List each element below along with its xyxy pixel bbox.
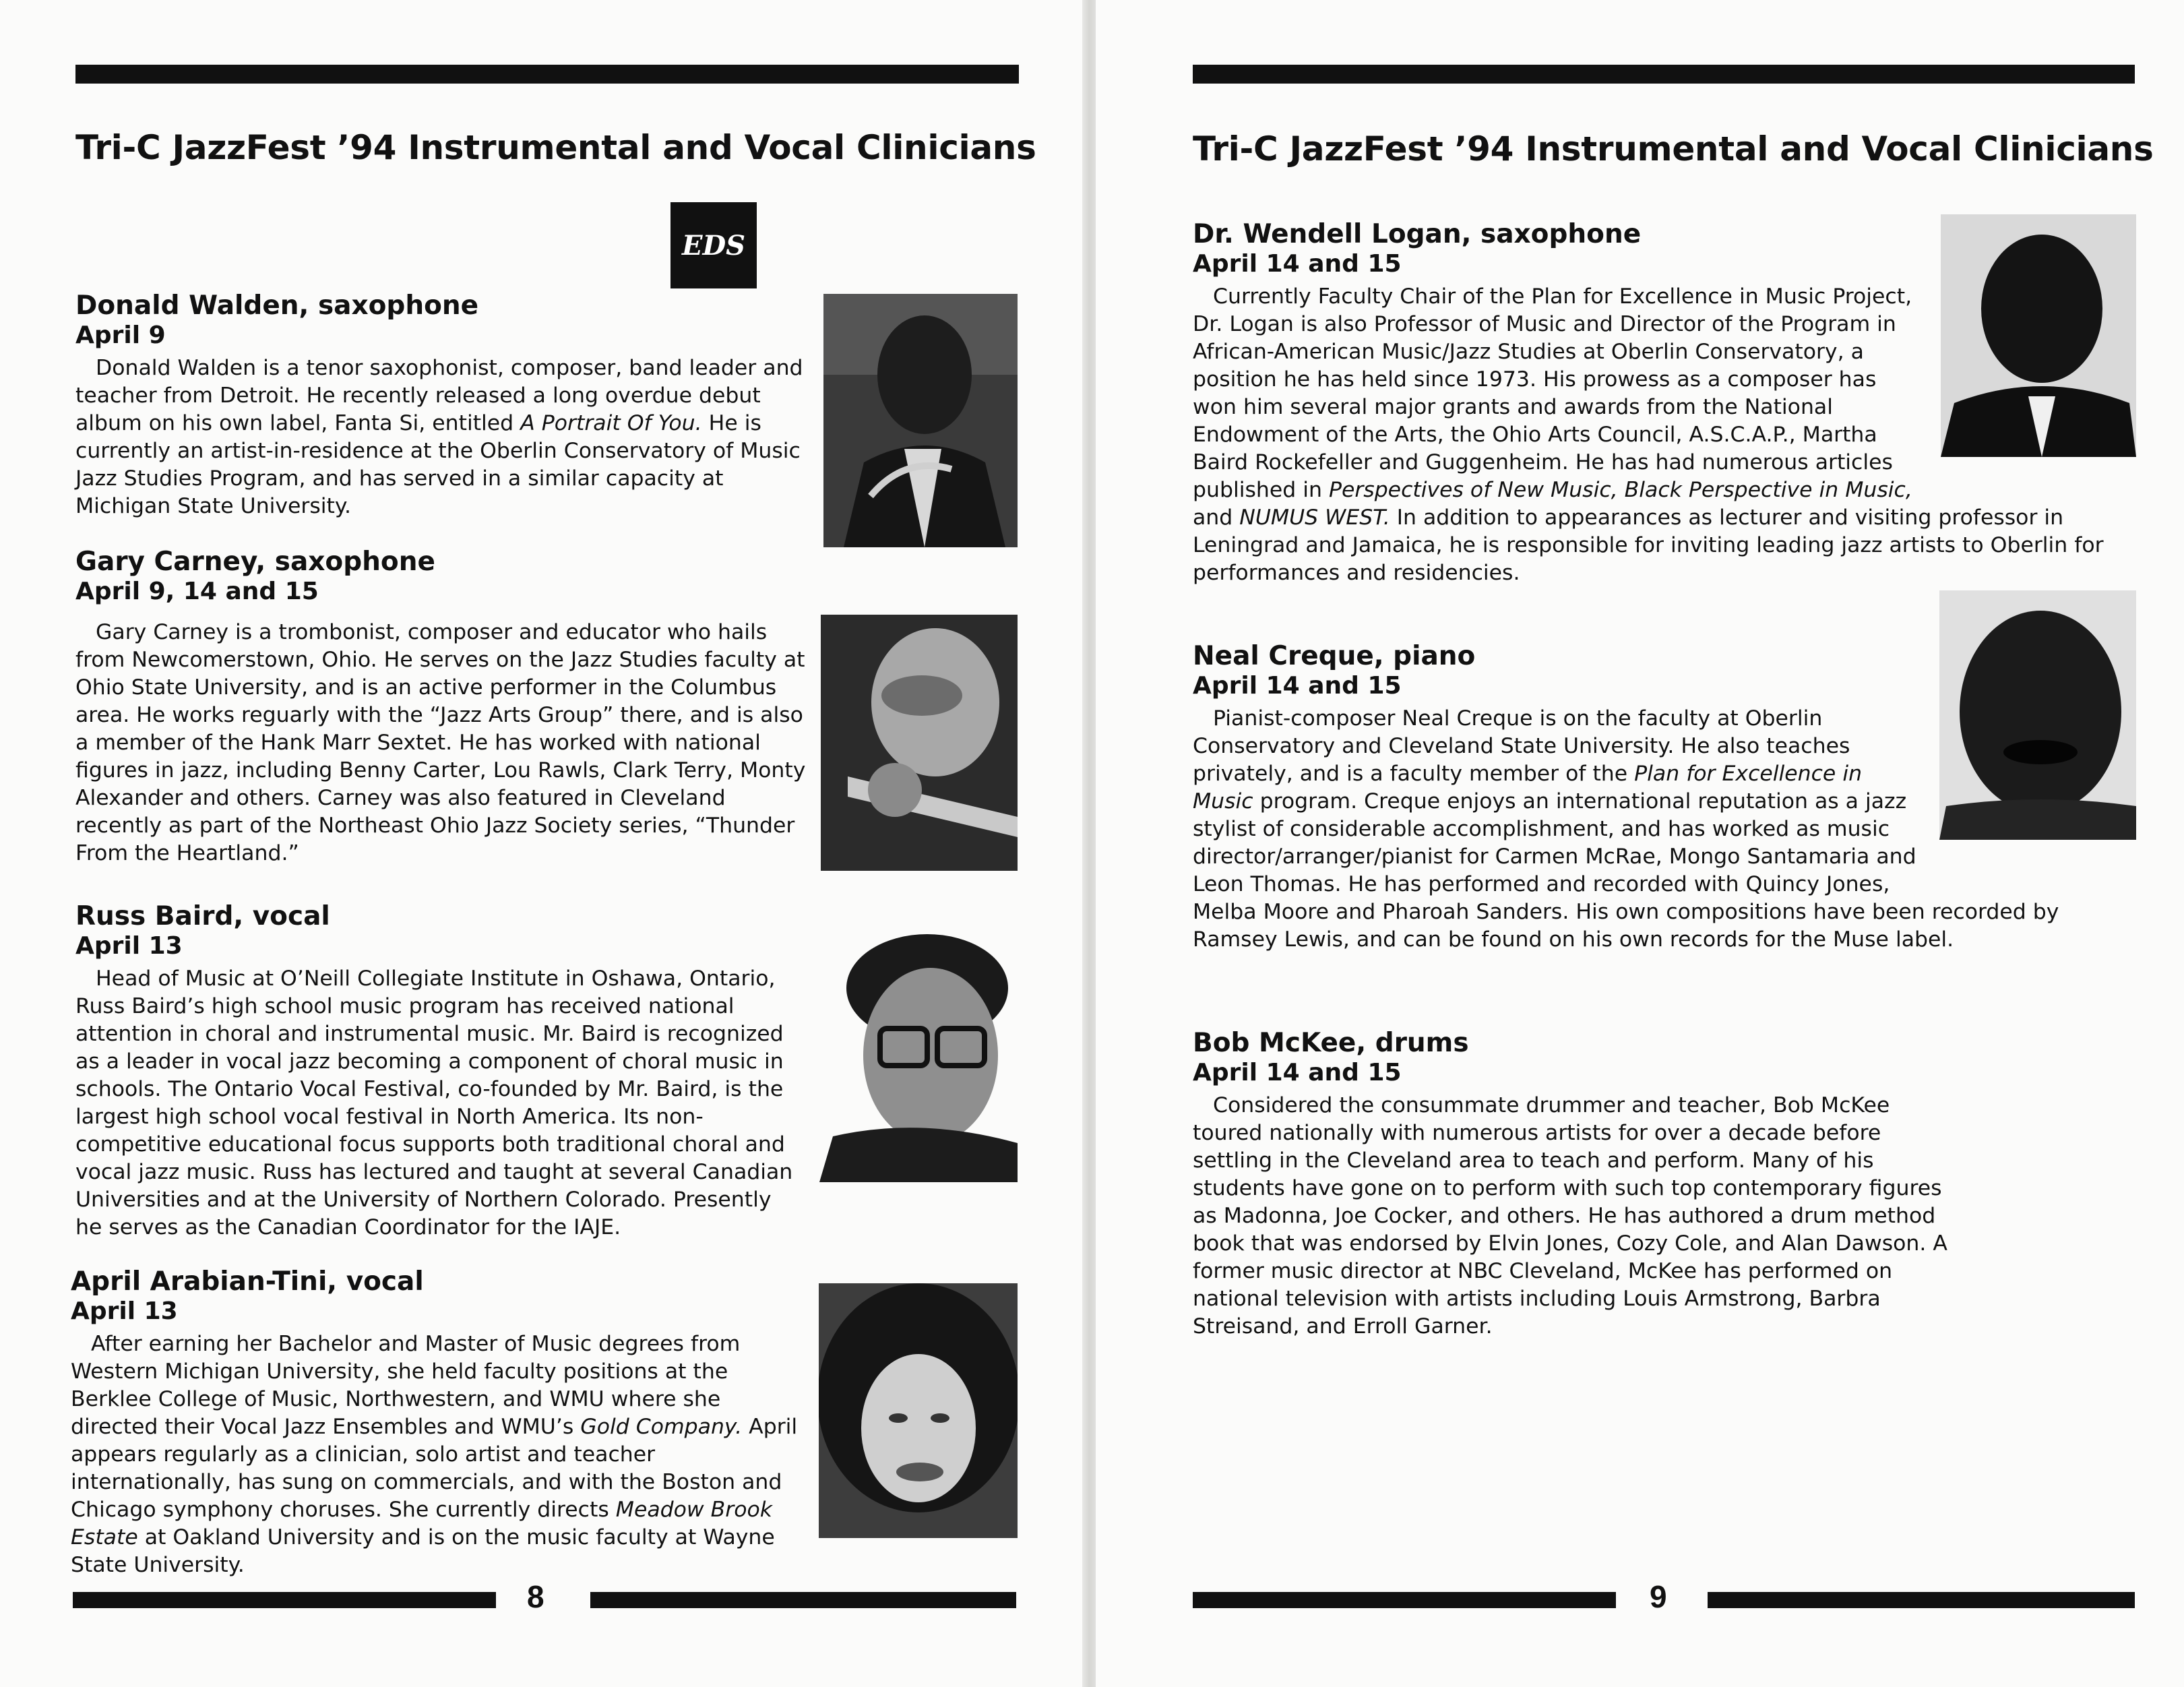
page-number: 8 xyxy=(527,1579,544,1614)
bio-name: Gary Carney, saxophone xyxy=(75,547,435,577)
bio-text: Pianist-composer Neal Creque is on the faculty at Oberlin Conservatory and Cleveland State University. He also teaches privately, and is a faculty member of the Plan for Excellence in Music program. Creque enjoys an international reputation as a jazz stylist of considerable accomplishment, and has worked as music director/arranger/pianist for Carmen McRae, Mongo Santamaria and Leon Thomas. He has performed and recorded with Quincy Jones, Melba Moore and Pharoah Sanders. His own compositions have been recorded by Ramsey Lewis, and can be found on his own records for the Muse label. xyxy=(1193,706,2059,952)
top-rule xyxy=(1193,65,2135,84)
page-title: Tri-C JazzFest ’94 Instrumental and Vocal Clinicians xyxy=(1193,129,2154,168)
bio-russ-baird xyxy=(75,902,797,1241)
bio-dates: April 14 and 15 xyxy=(1193,1059,1402,1086)
bio-dates: April 14 and 15 xyxy=(1193,250,1402,278)
footer-rule-right xyxy=(590,1592,1016,1608)
right-page xyxy=(1096,0,2184,1687)
bio-donald-walden xyxy=(75,291,820,520)
bio-text: Donald Walden is a tenor saxophonist, composer, band leader and teacher from Detroit. He recently released a long overdue debut album on his own label, Fanta Si, entitled A Portrait Of You. He is currently an artist-in-residence at the Oberlin Conservatory of Music Jazz Studies Program, and has served in a similar capacity at Michigan State University. xyxy=(75,356,803,518)
bio-text: After earning her Bachelor and Master of Music degrees from Western Michigan University, she held faculty positions at the Berklee College of Music, Northwestern, and WMU where she directed their Vocal Jazz Ensembles and WMU’s Gold Company. April appears regularly as a clinician, solo artist and teacher internationally, has sung on commercials, and with the Boston and Chicago symphony choruses. She currently directs Meadow Brook Estate at Oakland University and is on the music faculty at Wayne State University. xyxy=(71,1332,798,1577)
photo-russ-baird xyxy=(819,927,1018,1182)
bio-name: Dr. Wendell Logan, saxophone xyxy=(1193,219,1642,249)
bio-text: Head of Music at O’Neill Collegiate Institute in Oshawa, Ontario, Russ Baird’s high school music program has received national attention in choral and instrumental music. Mr. Baird is recognized as a leader in vocal jazz becoming a component of choral music in schools. The Ontario Vocal Festival, co-founded by Mr. Baird, is the largest high school vocal festival in North America. Its non-competitive educational focus supports both traditional choral and vocal jazz music. Russ has lectured and taught at several Canadian Universities and at the University of Northern Colorado. Presently he serves as the Canadian Coordinator for the IAJE. xyxy=(75,967,793,1239)
bio-name: April Arabian-Tini, vocal xyxy=(71,1266,424,1297)
bio-bob-mckee xyxy=(1193,1029,2062,1341)
page-title: Tri-C JazzFest ’94 Instrumental and Vocal Clinicians xyxy=(75,128,1036,167)
bio-name: Donald Walden, saxophone xyxy=(75,290,479,321)
bio-april-arabian-tini xyxy=(71,1267,809,1579)
footer-rule-right xyxy=(1708,1592,2135,1608)
bio-name: Bob McKee, drums xyxy=(1193,1028,1469,1058)
bio-text: Currently Faculty Chair of the Plan for Excellence in Music Project, Dr. Logan is also Professor of Music and Director of the Program in African-American Music/Jazz Studies at Oberlin Conservatory, a position he has held since 1973. His prowess as a composer has won him several major grants and awards from the National Endowment of the Arts, the Ohio Arts Council, A.S.C.A.P., Martha Baird Rockefeller and Guggenheim. He has had numerous articles published in Perspectives of New Music, Black Perspective in Music, and NUMUS WEST. In addition to appearances as lecturer and visiting professor in Leningrad and Jamaica, he is responsible for inviting leading jazz artists to Oberlin for performances and residencies. xyxy=(1193,284,2104,585)
eds-sponsor-logo: EDS xyxy=(670,202,757,288)
bio-text: Gary Carney is a trombonist, composer and educator who hails from Newcomerstown, Ohio. He serves on the Jazz Studies faculty at Ohio State University, and is an active performer in the Columbus area. He works reguarly with the “Jazz Arts Group” there, and is also a member of the Hank Marr Sextet. He has worked with national figures in jazz, including Benny Carter, Lou Rawls, Clark Terry, Monty Alexander and others. Carney was also featured in Cleveland recently as part of the Northeast Ohio Jazz Society series, “Thunder From the Heartland.” xyxy=(75,620,806,865)
bio-dates: April 9 xyxy=(75,321,166,349)
photo-april-arabian-tini xyxy=(819,1283,1018,1538)
footer-rule-left xyxy=(1193,1592,1616,1608)
bio-dates: April 9, 14 and 15 xyxy=(75,578,319,605)
bio-dates: April 14 and 15 xyxy=(1193,672,1402,700)
bio-text: Considered the consummate drummer and teacher, Bob McKee toured nationally with numerous artists for over a decade before settling in the Cleveland area to teach and perform. Many of his students have gone on to perform with such top contemporary figures as Madonna, Joe Cocker, and others. He has authored a drum method book that was endorsed by Elvin Jones, Cozy Cole, and Alan Dawson. A former music director at NBC Cleveland, McKee has performed on national television with artists including Louis Armstrong, Barbra Streisand, and Erroll Garner. xyxy=(1193,1093,1947,1339)
photo-wendell-logan xyxy=(1941,214,2136,457)
photo-gary-carney xyxy=(821,615,1018,871)
left-page xyxy=(0,0,1085,1687)
top-rule xyxy=(75,65,1019,84)
page-number: 9 xyxy=(1650,1579,1667,1614)
bio-name: Neal Creque, piano xyxy=(1193,641,1476,671)
bio-dates: April 13 xyxy=(71,1297,178,1325)
footer-rule-left xyxy=(73,1592,496,1608)
photo-donald-walden xyxy=(823,294,1018,547)
bio-dates: April 13 xyxy=(75,932,183,960)
bio-name: Russ Baird, vocal xyxy=(75,901,330,931)
photo-neal-creque xyxy=(1939,590,2136,840)
bio-gary-carney xyxy=(75,547,817,867)
